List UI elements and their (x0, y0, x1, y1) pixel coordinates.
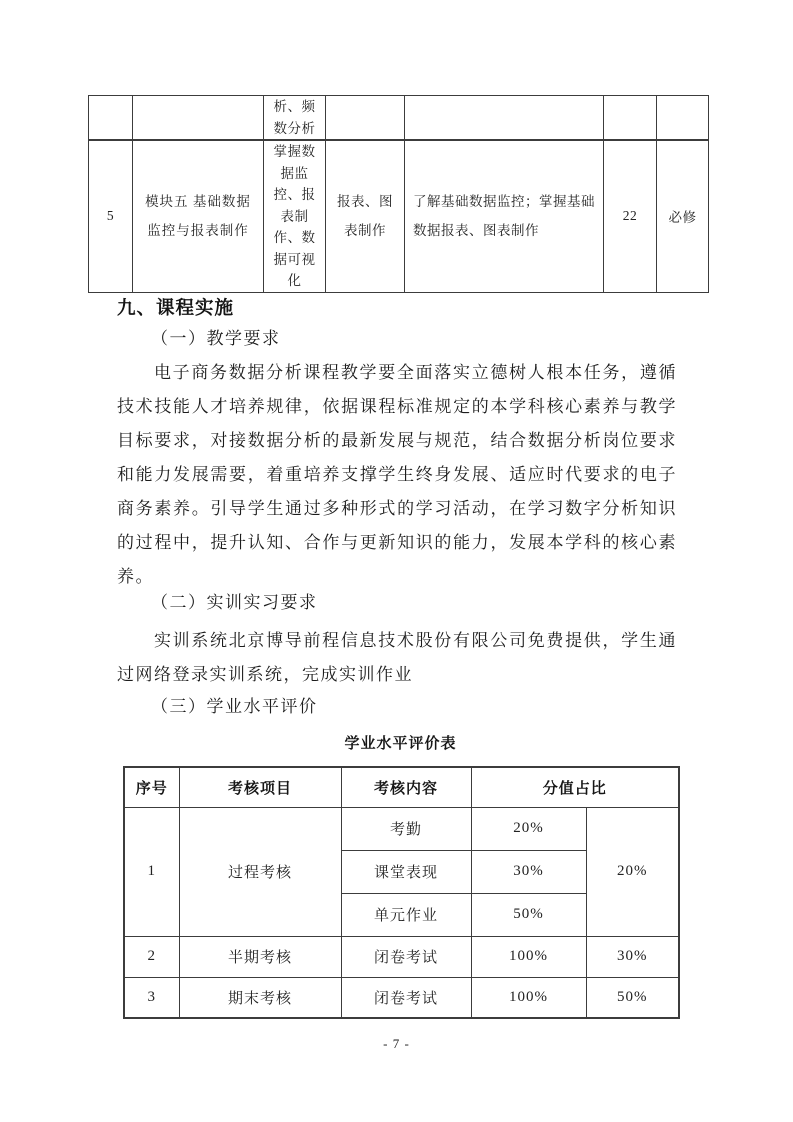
module-table-row-5 (89, 140, 709, 292)
table-row (124, 977, 679, 1018)
cell-row1-sub3-content: 单元作业 (341, 893, 471, 936)
subsection-heading-3: （三）学业水平评价 (151, 697, 318, 716)
cell-module-requirements: 了解基础数据监控；掌握基础数据报表、图表制作 (405, 140, 604, 292)
page-number: - 7 - (383, 1036, 410, 1051)
header-ratio: 分值占比 (471, 767, 679, 807)
cell-module-objectives: 掌握数据监控、报表制作、数据可视化 (264, 140, 326, 292)
cell-row1-sub1-pct: 20% (471, 807, 586, 850)
cell-row3-content: 闭卷考试 (341, 977, 471, 1018)
header-content: 考核内容 (341, 767, 471, 807)
module-table-carryover-row (89, 96, 709, 141)
cell-module-index: 5 (89, 140, 133, 292)
cell-row2-item: 半期考核 (179, 936, 341, 977)
cell-row2-pct: 100% (471, 936, 586, 977)
cell-module-type: 必修 (657, 140, 709, 292)
cell-row2-content: 闭卷考试 (341, 936, 471, 977)
practical-training-paragraph: 实训系统北京博导前程信息技术股份有限公司免费提供，学生通过网络登录实训系统，完成实训作业 (117, 631, 677, 684)
evaluation-table-title: 学业水平评价表 (344, 735, 457, 752)
table-cell (604, 96, 657, 141)
cell-row2-total: 30% (586, 936, 679, 977)
table-row (124, 936, 679, 977)
cell-row1-sub2-pct: 30% (471, 850, 586, 893)
cell-row2-no: 2 (124, 936, 179, 977)
table-cell (405, 96, 604, 141)
cell-row1-sub1-content: 考勤 (341, 807, 471, 850)
cell-row3-no: 3 (124, 977, 179, 1018)
evaluation-table (123, 766, 680, 1019)
table-cell (326, 96, 405, 141)
module-table (88, 95, 709, 293)
teaching-requirements-paragraph: 电子商务数据分析课程教学要全面落实立德树人根本任务，遵循技术技能人才培养规律，依据课程标准规定的本学科核心素养与教学目标要求，对接数据分析的最新发展与规范，结合数据分析岗位要求和能力发展需要，着重培养支撑学生终身发展、适应时代要求的电子商务素养。引导学生通过多种形式的学习活动，在学习数字分析知识的过程中，提升认知、合作与更新知识的能力，发展本学科的核心素养。 (117, 363, 677, 586)
table-cell-carryover-text: 析、频数分析 (264, 96, 326, 141)
cell-row1-item: 过程考核 (179, 807, 341, 936)
evaluation-table-header-row (124, 767, 679, 807)
subsection-heading-2: （二）实训实习要求 (151, 593, 318, 612)
cell-row1-no: 1 (124, 807, 179, 936)
table-cell (89, 96, 133, 141)
cell-row3-total: 50% (586, 977, 679, 1018)
cell-module-hours: 22 (604, 140, 657, 292)
cell-row1-sub3-pct: 50% (471, 893, 586, 936)
table-row (124, 807, 679, 850)
cell-module-name: 模块五 基础数据监控与报表制作 (133, 140, 264, 292)
cell-row3-pct: 100% (471, 977, 586, 1018)
table-cell (657, 96, 709, 141)
cell-module-content: 报表、图表制作 (326, 140, 405, 292)
cell-row1-total: 20% (586, 807, 679, 936)
header-item: 考核项目 (179, 767, 341, 807)
header-no: 序号 (124, 767, 179, 807)
subsection-heading-1: （一）教学要求 (151, 329, 281, 348)
table-cell (133, 96, 264, 141)
cell-row1-sub2-content: 课堂表现 (341, 850, 471, 893)
section-heading: 九、课程实施 (117, 297, 235, 318)
cell-row3-item: 期末考核 (179, 977, 341, 1018)
